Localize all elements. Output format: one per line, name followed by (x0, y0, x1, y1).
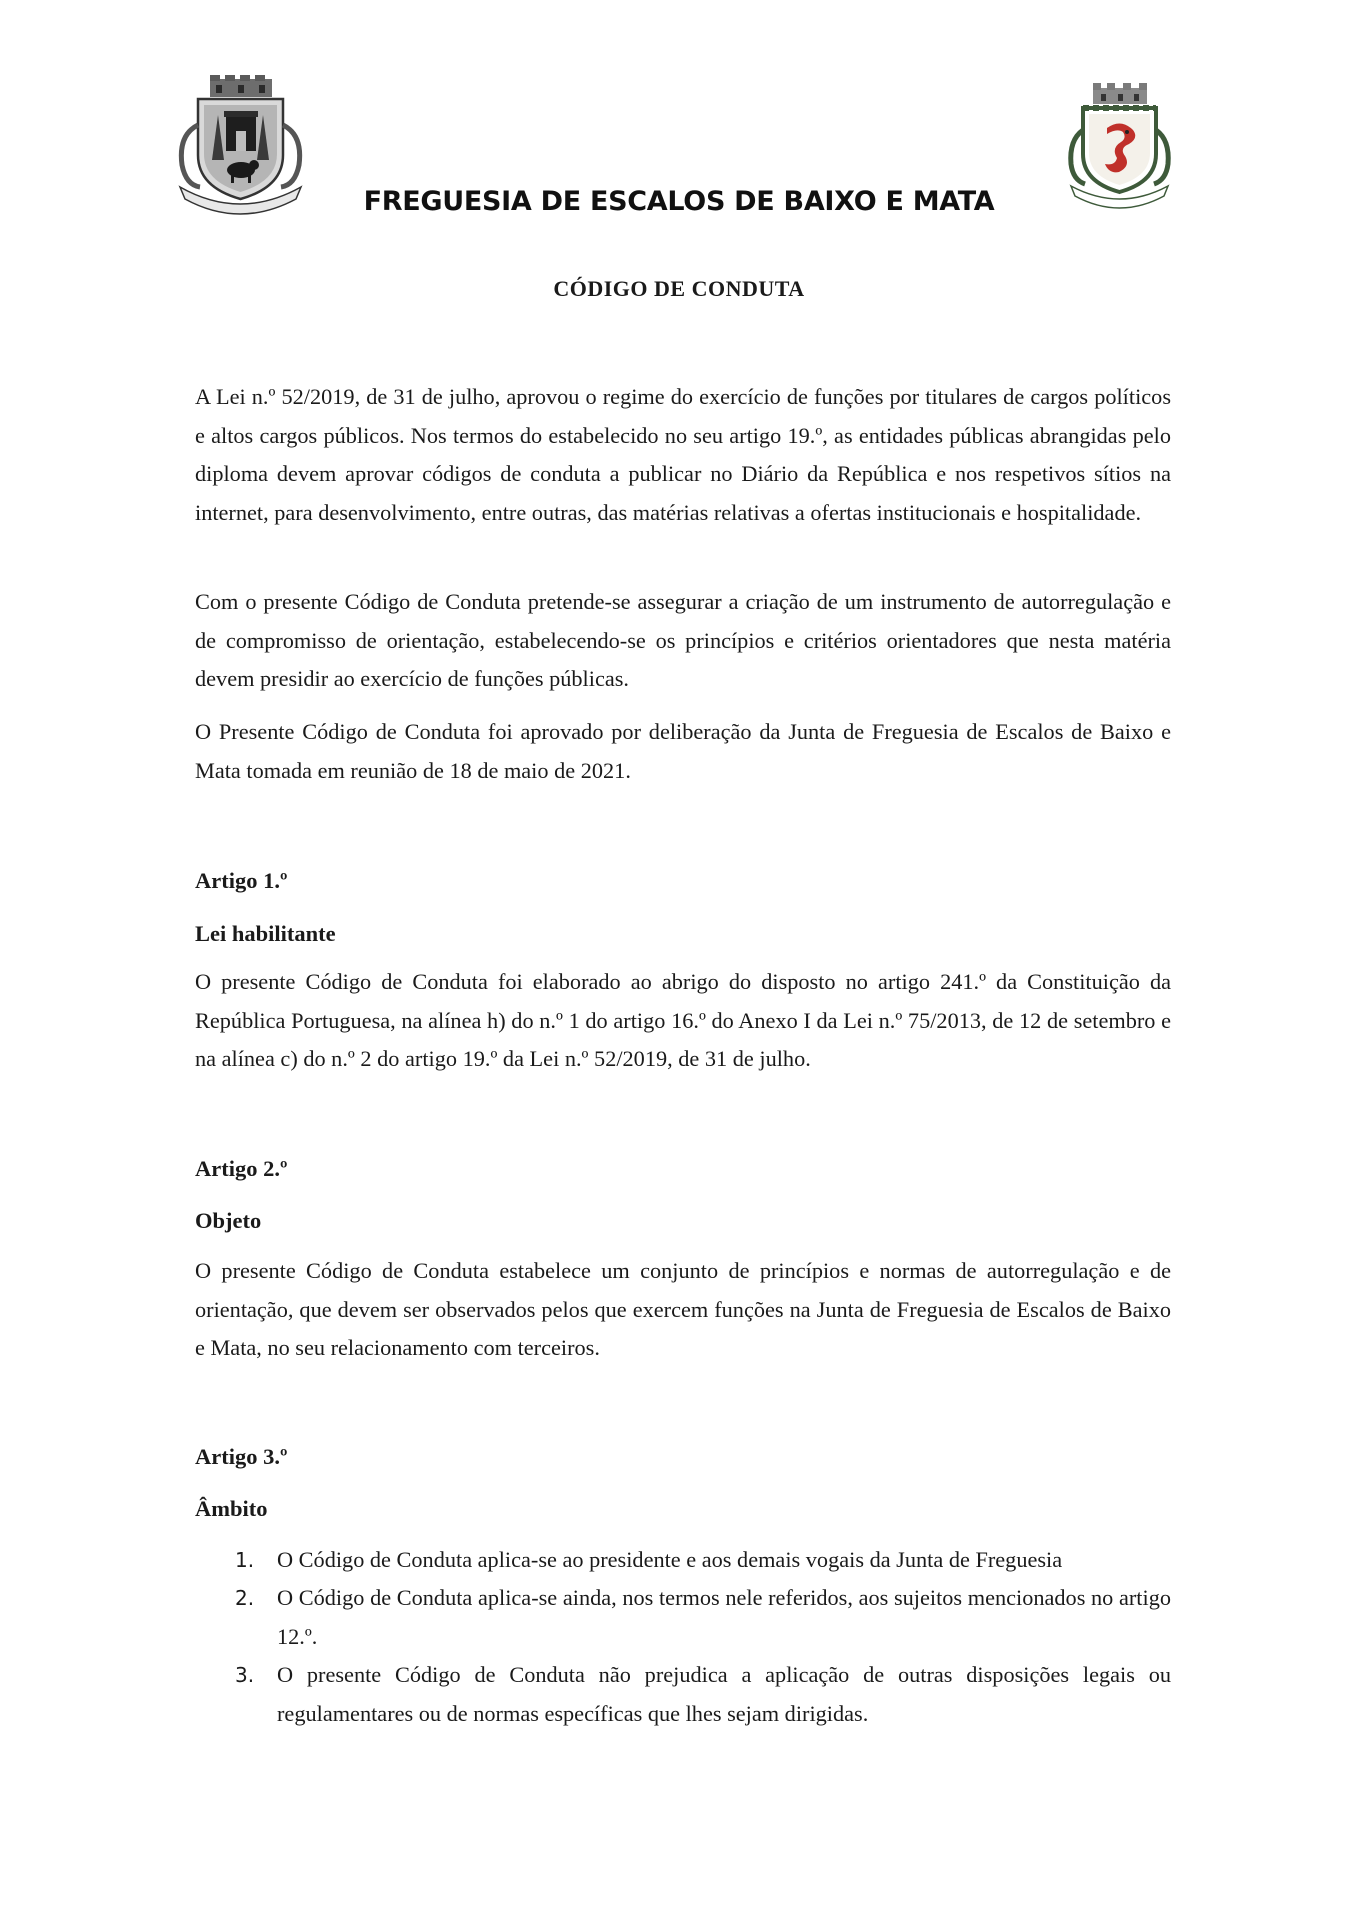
intro-paragraph-2: Com o presente Código de Conduta pretende-se assegurar a criação de um instrumento de autorregulação e de compromisso de orientação, estabelecendo-se os princípios e critérios orientadores que nesta matéria devem presidir ao exercício de funções públicas. (195, 589, 1171, 691)
article-1-text: O presente Código de Conduta foi elaborado ao abrigo do disposto no artigo 241.º da Constituição da República Portuguesa, na alínea h) do n.º 1 do artigo 16.º do Anexo I da Lei n.º 75/2013, de 12 de setembro e na alínea c) do n.º 2 do artigo 19.º da Lei n.º 52/2019, de 31 de julho. (195, 969, 1171, 1071)
organization-title: FREGUESIA DE ESCALOS DE BAIXO E MATA (363, 186, 995, 217)
article-1-title: Lei habilitante (195, 921, 336, 946)
article-3-title: Âmbito (195, 1496, 268, 1521)
list-item-number: 2. (235, 1586, 255, 1610)
document-title: CÓDIGO DE CONDUTA (553, 276, 805, 301)
list-item-text: O Código de Conduta aplica-se ainda, nos termos nele referidos, aos sujeitos mencionados no artigo 12.º. (277, 1585, 1171, 1649)
article-2-number: Artigo 2.º (195, 1156, 288, 1181)
article-2-title: Objeto (195, 1208, 262, 1233)
document-body (195, 0, 1171, 1921)
list-item-text: O presente Código de Conduta não prejudica a aplicação de outras disposições legais ou regulamentares ou de normas específicas que lhes sejam dirigidas. (277, 1662, 1171, 1726)
article-2-text: O presente Código de Conduta estabelece um conjunto de princípios e normas de autorregulação e de orientação, que devem ser observados pelos que exercem funções na Junta de Freguesia de Escalos de Baixo e Mata, no seu relacionamento com terceiros. (195, 1258, 1171, 1360)
list-item-number: 1. (235, 1548, 255, 1572)
intro-paragraph-3: O Presente Código de Conduta foi aprovado por deliberação da Junta de Freguesia de Escalos de Baixo e Mata tomada em reunião de 18 de maio de 2021. (195, 719, 1171, 783)
article-1-number: Artigo 1.º (195, 868, 288, 893)
list-item-text: O Código de Conduta aplica-se ao presidente e aos demais vogais da Junta de Freguesia (277, 1547, 1063, 1572)
list-item-number: 3. (235, 1663, 255, 1687)
intro-paragraph-1: A Lei n.º 52/2019, de 31 de julho, aprovou o regime do exercício de funções por titulares de cargos políticos e altos cargos públicos. Nos termos do estabelecido no seu artigo 19.º, as entidades públicas abrangidas pelo diploma devem aprovar códigos de conduta a publicar no Diário da República e nos respetivos sítios na internet, para desenvolvimento, entre outras, das matérias relativas a ofertas institucionais e hospitalidade. (195, 384, 1171, 525)
article-3-number: Artigo 3.º (195, 1444, 288, 1469)
